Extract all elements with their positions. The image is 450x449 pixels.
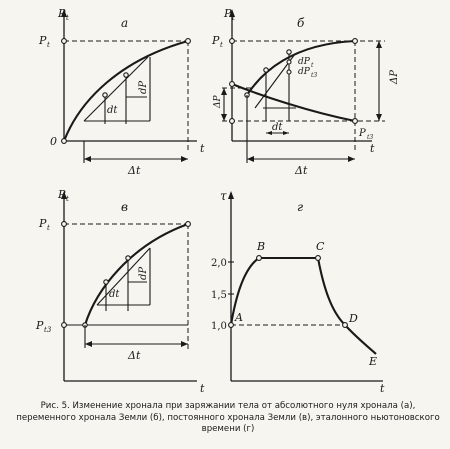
panel-b-dp: dP bbox=[298, 57, 310, 67]
panel-a-dot-1 bbox=[103, 93, 107, 97]
panel-v-dot-pt3 bbox=[62, 323, 67, 328]
panel-g-y-arrow bbox=[228, 191, 234, 199]
panel-b-pt-level-sub: t bbox=[220, 41, 223, 49]
panel-v-dot-1 bbox=[104, 280, 108, 284]
panel-v-dot-2 bbox=[126, 256, 130, 260]
panel-v-pt-level: P bbox=[39, 217, 47, 230]
panel-b-dt: dt bbox=[272, 122, 283, 133]
panel-b-dot-pt3 bbox=[353, 119, 358, 124]
panel-b-pt3: P bbox=[359, 128, 366, 139]
panel-a bbox=[38, 7, 205, 177]
panel-v-dp: dP bbox=[138, 266, 149, 280]
panel-g-label-A: A bbox=[235, 311, 243, 324]
panel-b-letter: б bbox=[297, 16, 305, 30]
panel-v-pt-level-sub: t bbox=[47, 224, 50, 232]
panel-g-y-label: τ bbox=[220, 189, 227, 203]
panel-g-x-label: t bbox=[380, 382, 385, 395]
panel-b-bracket2-arrow-t bbox=[376, 41, 382, 48]
panel-a-dt: dt bbox=[107, 105, 118, 116]
panel-b-dot-4 bbox=[287, 70, 291, 74]
panel-b-dot-end bbox=[353, 39, 358, 44]
panel-b-bracket-arrow-t bbox=[221, 88, 227, 95]
panel-g-label-E: E bbox=[369, 355, 378, 368]
panel-b-Dt: Δt bbox=[295, 164, 308, 177]
panel-b-y-label: P bbox=[224, 7, 232, 20]
panel-g bbox=[211, 189, 385, 395]
panel-b-dot-1 bbox=[264, 68, 268, 72]
panel-b-dp3-sub: t3 bbox=[311, 72, 318, 79]
panel-b-dot-p3 bbox=[230, 82, 235, 87]
panel-a-dot-end bbox=[186, 39, 191, 44]
panel-b-y-sub: t bbox=[232, 14, 235, 22]
panel-v-y-label: P bbox=[58, 188, 66, 201]
panel-v-dt: dt bbox=[109, 289, 120, 300]
panel-v bbox=[35, 188, 205, 395]
panel-v-pt3-level-sub: t3 bbox=[44, 326, 52, 334]
panel-v-pt3-level: P bbox=[36, 319, 44, 332]
panel-b-dp3-left: ΔP bbox=[213, 95, 223, 108]
panel-b-pt-level: P bbox=[212, 34, 220, 47]
panel-a-origin: 0 bbox=[50, 135, 57, 148]
panel-g-dot-C bbox=[316, 256, 321, 261]
panel-g-tick-mid: 1,5 bbox=[211, 290, 227, 301]
panel-b-dot-low bbox=[230, 119, 235, 124]
panel-b-pt3-sub: t3 bbox=[367, 134, 374, 141]
panel-g-label-B: B bbox=[257, 240, 266, 253]
panel-g-tick-lo: 1,0 bbox=[211, 321, 227, 332]
panel-a-y-sub: t bbox=[66, 14, 69, 22]
panel-v-Dt: Δt bbox=[128, 349, 141, 362]
panel-b-dpt-right: ΔP bbox=[389, 70, 400, 84]
panel-v-curve bbox=[85, 224, 188, 325]
panel-a-dot-2 bbox=[124, 73, 128, 77]
panel-v-letter: в bbox=[121, 200, 128, 214]
panel-b-dp3: dP bbox=[298, 67, 310, 77]
panel-g-label-C: C bbox=[316, 240, 325, 253]
panel-g-curve bbox=[231, 258, 376, 354]
panel-g-label-D: D bbox=[349, 312, 358, 325]
panel-g-dot-B bbox=[257, 256, 262, 261]
panel-a-dot-pt bbox=[62, 39, 67, 44]
figure-caption: Рис. 5. Изменение хронала при заряжании тела от абсолютного нуля хронала (а), переменного хронала Земли (б), постоянного хронала Земли (в), эталонного ньютоновского времени (г) bbox=[16, 401, 440, 434]
panel-a-span-arrow-l bbox=[84, 156, 91, 162]
panel-v-y-sub: t bbox=[66, 195, 69, 203]
panel-b-dt-arrow-r bbox=[283, 131, 289, 135]
panel-v-dot-end bbox=[186, 222, 191, 227]
panel-b-span-arrow-r bbox=[348, 156, 355, 162]
panel-b-dot-3 bbox=[287, 60, 291, 64]
panel-v-span-arrow-r bbox=[181, 341, 188, 347]
panel-b bbox=[211, 7, 400, 177]
panel-a-Dt: Δt bbox=[128, 164, 141, 177]
panel-a-pt-level: P bbox=[39, 34, 47, 47]
panel-g-tick-hi: 2,0 bbox=[211, 258, 227, 269]
panel-b-span-arrow-l bbox=[247, 156, 254, 162]
panel-b-dot-2 bbox=[287, 50, 291, 54]
panel-a-span-arrow-r bbox=[181, 156, 188, 162]
panel-b-x-label: t bbox=[370, 142, 375, 155]
panel-a-x-label: t bbox=[200, 142, 205, 155]
panel-g-dot-D bbox=[343, 323, 348, 328]
panel-a-dp: dP bbox=[138, 80, 149, 94]
panel-g-letter: г bbox=[297, 200, 304, 214]
panel-a-dot-origin bbox=[62, 139, 67, 144]
panel-v-dot-pt bbox=[62, 222, 67, 227]
panel-g-dot-A bbox=[229, 323, 234, 328]
panel-a-pt-level-sub: t bbox=[47, 41, 50, 49]
panel-b-dp-sub: t bbox=[311, 62, 314, 69]
panel-b-bracket2-arrow-b bbox=[376, 114, 382, 121]
panel-v-x-label: t bbox=[200, 382, 205, 395]
panel-a-letter: а bbox=[121, 16, 129, 30]
panel-b-bracket-arrow-b bbox=[221, 114, 227, 121]
panel-b-dot-pt bbox=[230, 39, 235, 44]
panel-v-span-arrow-l bbox=[85, 341, 92, 347]
panel-a-y-label: P bbox=[58, 7, 66, 20]
